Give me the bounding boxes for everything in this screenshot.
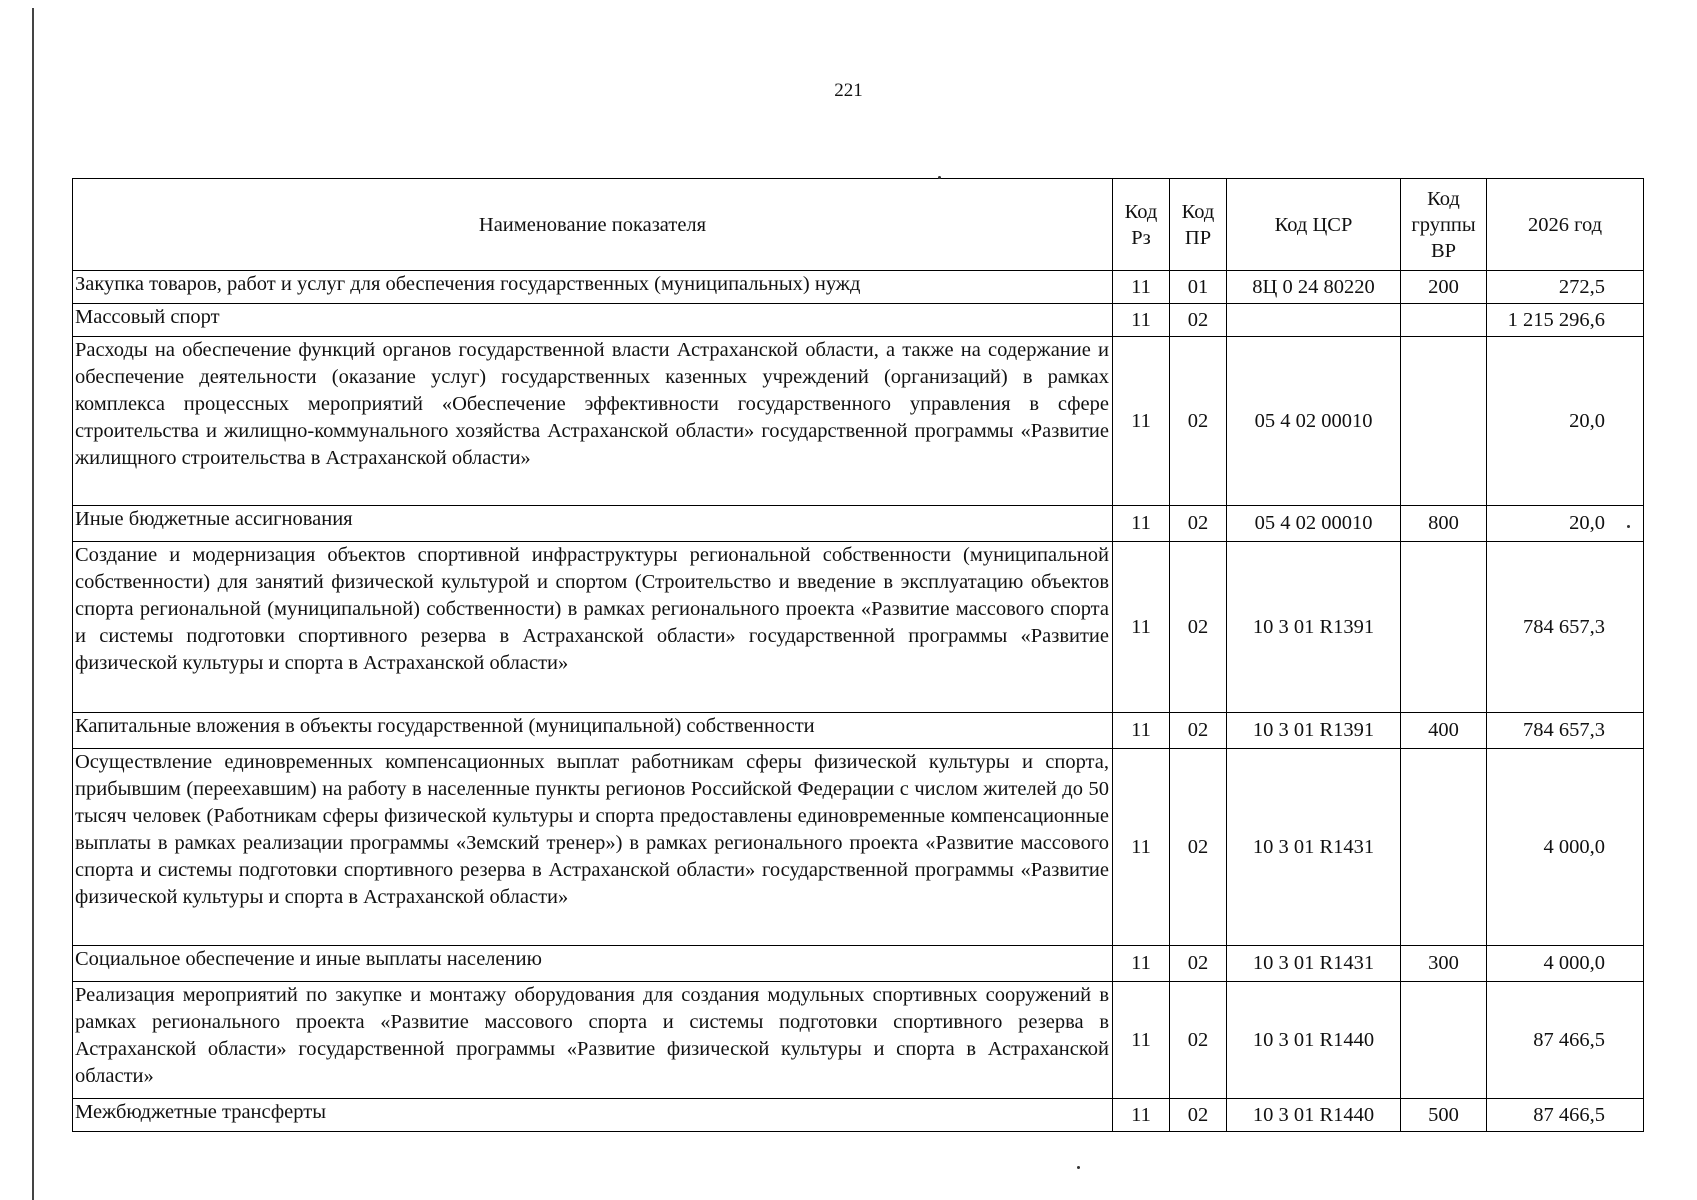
row-name: Реализация мероприятий по закупке и монтажу оборудования для создания модульных спортивных сооружений в рамках регионального проекта «Развитие массового спорта и системы подготовки спортивного резерва в Астраханской области» государственной программы «Развитие физической культуры и спорта в Астраханской области» xyxy=(73,982,1113,1099)
table-row xyxy=(73,304,1644,337)
row-vr xyxy=(1401,982,1487,1099)
row-rz: 11 xyxy=(1113,304,1170,337)
row-rz: 11 xyxy=(1113,982,1170,1099)
row-amount: 1 215 296,6 xyxy=(1487,304,1644,337)
table-row xyxy=(73,542,1644,713)
scan-speck xyxy=(1627,525,1630,528)
header-amount: 2026 год xyxy=(1487,179,1644,271)
row-csr: 10 3 01 R1440 xyxy=(1227,982,1401,1099)
row-name: Социальное обеспечение и иные выплаты населению xyxy=(73,946,1113,982)
table-row xyxy=(73,749,1644,946)
row-csr xyxy=(1227,304,1401,337)
row-amount: 4 000,0 xyxy=(1487,946,1644,982)
row-pr: 02 xyxy=(1170,542,1227,713)
row-amount: 784 657,3 xyxy=(1487,542,1644,713)
row-vr xyxy=(1401,542,1487,713)
row-rz: 11 xyxy=(1113,506,1170,542)
row-pr: 02 xyxy=(1170,946,1227,982)
scan-speck xyxy=(1077,1166,1080,1169)
row-name: Осуществление единовременных компенсационных выплат работникам сферы физической культуры и спорта, прибывшим (переехавшим) на работу в населенные пункты регионов Российской Федерации с числом жителей до 50 тысяч человек (Работникам сферы физической культуры и спорта предоставлены единовременные компенсационные выплаты в рамках реализации программы «Земский тренер») в рамках регионального проекта «Развитие массового спорта и системы подготовки спортивного резерва в Астраханской области» государственной программы «Развитие физической культуры и спорта в Астраханской области» xyxy=(73,749,1113,946)
row-vr: 300 xyxy=(1401,946,1487,982)
header-pr: Код ПР xyxy=(1170,179,1227,271)
table-row xyxy=(73,506,1644,542)
row-amount: 20,0 xyxy=(1487,506,1644,542)
row-rz: 11 xyxy=(1113,749,1170,946)
page-number: 221 xyxy=(834,80,863,101)
row-rz: 11 xyxy=(1113,946,1170,982)
row-vr xyxy=(1401,304,1487,337)
row-vr xyxy=(1401,749,1487,946)
row-amount: 784 657,3 xyxy=(1487,713,1644,749)
header-vr: Код группы ВР xyxy=(1401,179,1487,271)
row-amount: 87 466,5 xyxy=(1487,1099,1644,1132)
row-pr: 02 xyxy=(1170,304,1227,337)
row-name: Массовый спорт xyxy=(73,304,1113,337)
row-vr: 500 xyxy=(1401,1099,1487,1132)
row-pr: 02 xyxy=(1170,982,1227,1099)
row-rz: 11 xyxy=(1113,337,1170,506)
row-csr: 8Ц 0 24 80220 xyxy=(1227,271,1401,304)
budget-table xyxy=(72,178,1644,1132)
row-rz: 11 xyxy=(1113,271,1170,304)
row-name: Капитальные вложения в объекты государственной (муниципальной) собственности xyxy=(73,713,1113,749)
row-vr: 800 xyxy=(1401,506,1487,542)
row-name: Иные бюджетные ассигнования xyxy=(73,506,1113,542)
row-csr: 10 3 01 R1431 xyxy=(1227,946,1401,982)
table-row xyxy=(73,982,1644,1099)
row-name: Закупка товаров, работ и услуг для обеспечения государственных (муниципальных) нужд xyxy=(73,271,1113,304)
row-csr: 05 4 02 00010 xyxy=(1227,337,1401,506)
row-amount: 87 466,5 xyxy=(1487,982,1644,1099)
row-amount: 272,5 xyxy=(1487,271,1644,304)
row-amount: 4 000,0 xyxy=(1487,749,1644,946)
binding-margin-line xyxy=(32,8,34,1200)
header-rz: Код Рз xyxy=(1113,179,1170,271)
row-pr: 02 xyxy=(1170,337,1227,506)
row-vr: 400 xyxy=(1401,713,1487,749)
row-pr: 02 xyxy=(1170,713,1227,749)
row-vr xyxy=(1401,337,1487,506)
table-header-row xyxy=(73,179,1644,271)
table-row xyxy=(73,946,1644,982)
table-row xyxy=(73,713,1644,749)
row-pr: 01 xyxy=(1170,271,1227,304)
row-vr: 200 xyxy=(1401,271,1487,304)
row-csr: 10 3 01 R1431 xyxy=(1227,749,1401,946)
row-amount: 20,0 xyxy=(1487,337,1644,506)
row-csr: 05 4 02 00010 xyxy=(1227,506,1401,542)
table-row xyxy=(73,271,1644,304)
table-row xyxy=(73,337,1644,506)
row-name: Межбюджетные трансферты xyxy=(73,1099,1113,1132)
row-pr: 02 xyxy=(1170,506,1227,542)
header-name: Наименование показателя xyxy=(73,179,1113,271)
table-row xyxy=(73,1099,1644,1132)
row-rz: 11 xyxy=(1113,1099,1170,1132)
header-csr: Код ЦСР xyxy=(1227,179,1401,271)
row-csr: 10 3 01 R1440 xyxy=(1227,1099,1401,1132)
row-pr: 02 xyxy=(1170,1099,1227,1132)
row-pr: 02 xyxy=(1170,749,1227,946)
row-name: Расходы на обеспечение функций органов государственной власти Астраханской области, а также на содержание и обеспечение деятельности (оказание услуг) государственных казенных учреждений (организаций) в рамках комплекса процессных мероприятий «Обеспечение эффективности государственного управления в сфере строительства и жилищно-коммунального хозяйства Астраханской области» государственной программы «Развитие жилищного строительства в Астраханской области» xyxy=(73,337,1113,506)
row-rz: 11 xyxy=(1113,542,1170,713)
row-rz: 11 xyxy=(1113,713,1170,749)
row-name: Создание и модернизация объектов спортивной инфраструктуры региональной собственности (муниципальной собственности) для занятий физической культурой и спортом (Строительство и введение в эксплуатацию объектов спорта региональной (муниципальной) собственности) в рамках регионального проекта «Развитие массового спорта и системы подготовки спортивного резерва в Астраханской области» государственной программы «Развитие физической культуры и спорта в Астраханской области» xyxy=(73,542,1113,713)
scan-speck xyxy=(938,176,941,179)
row-csr: 10 3 01 R1391 xyxy=(1227,542,1401,713)
row-csr: 10 3 01 R1391 xyxy=(1227,713,1401,749)
